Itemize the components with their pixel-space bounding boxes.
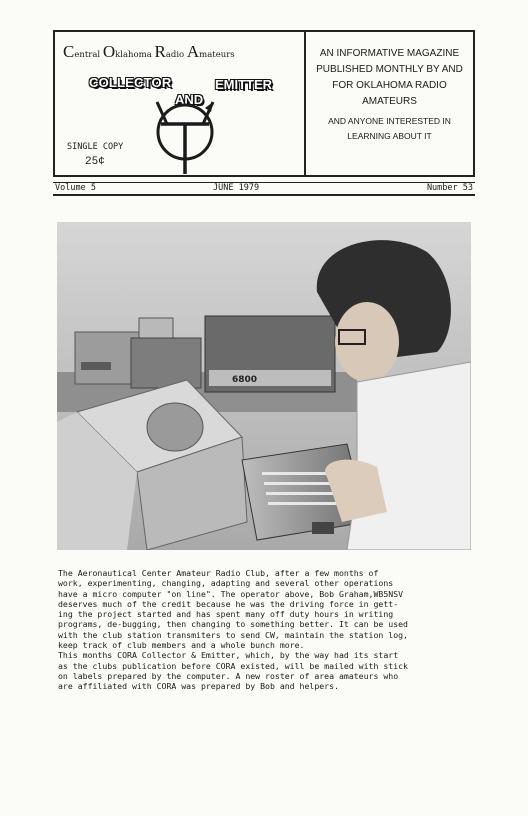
organization-name [63, 42, 303, 62]
tagline-block-1 [306, 46, 473, 110]
issue-date: JUNE 1979 [213, 183, 260, 193]
title-and: AND [175, 92, 204, 107]
masthead-tagline [306, 32, 473, 175]
photo-caption: The Aeronautical Center Amateur Radio Club, after a few months of work, experimenting, changing, adapting and several other operations have a micro computer "on line". The operator above, Bob Graham,WB5NSV deserves much of the credit because he was the driving force in gett- ing the project started and has spent many off duty hours in writing programs, de-bugging, then changing to something better. It can be used with the club station transmiters to send CW, maintain the station log, keep track of club members and a whole bunch more. This months CORA Collector & Emitter, which, by the way had its start as the clubs publication before CORA existed, will be mailed with stick on labels prepared by the computer. A new roster of area amateurs who are affiliated with CORA was prepared by Bob and helpers. [58, 568, 408, 692]
org-word-oklahoma: klahoma [115, 50, 152, 60]
tagline-line: LEARNING ABOUT IT [347, 131, 432, 141]
tagline-line: FOR OKLAHOMA RADIO [332, 80, 447, 91]
masthead [53, 30, 475, 177]
org-word-central: entral [74, 50, 101, 60]
photo-illustration [57, 222, 471, 550]
issue-bar [53, 182, 475, 196]
price: 25¢ [85, 156, 105, 168]
org-word-amateurs: mateurs [199, 50, 235, 60]
org-word-radio: adio [165, 50, 185, 60]
org-initial-a: A [186, 42, 200, 61]
org-initial-o: O [102, 42, 116, 61]
tagline-line: AND ANYONE INTERESTED IN [328, 116, 451, 126]
device-label: 6800 [232, 375, 258, 385]
tagline-block-2 [306, 114, 473, 144]
tagline-line: AMATEURS [362, 96, 417, 107]
masthead-logo-panel [55, 32, 306, 175]
tagline-line: PUBLISHED MONTHLY BY AND [316, 64, 463, 75]
transistor-symbol-icon [145, 94, 225, 176]
title-collector: COLLECTOR [89, 75, 172, 90]
org-initial-r: R [154, 42, 166, 61]
photo-operator-at-computer [57, 222, 471, 550]
tagline-line: AN INFORMATIVE MAGAZINE [319, 48, 460, 59]
title-emitter: EMITTER [215, 77, 273, 92]
issue-number: Number 53 [426, 183, 473, 193]
volume-label: Volume 5 [55, 183, 96, 193]
single-copy-label: SINGLE COPY [67, 142, 124, 152]
org-initial-c: C [63, 42, 75, 61]
